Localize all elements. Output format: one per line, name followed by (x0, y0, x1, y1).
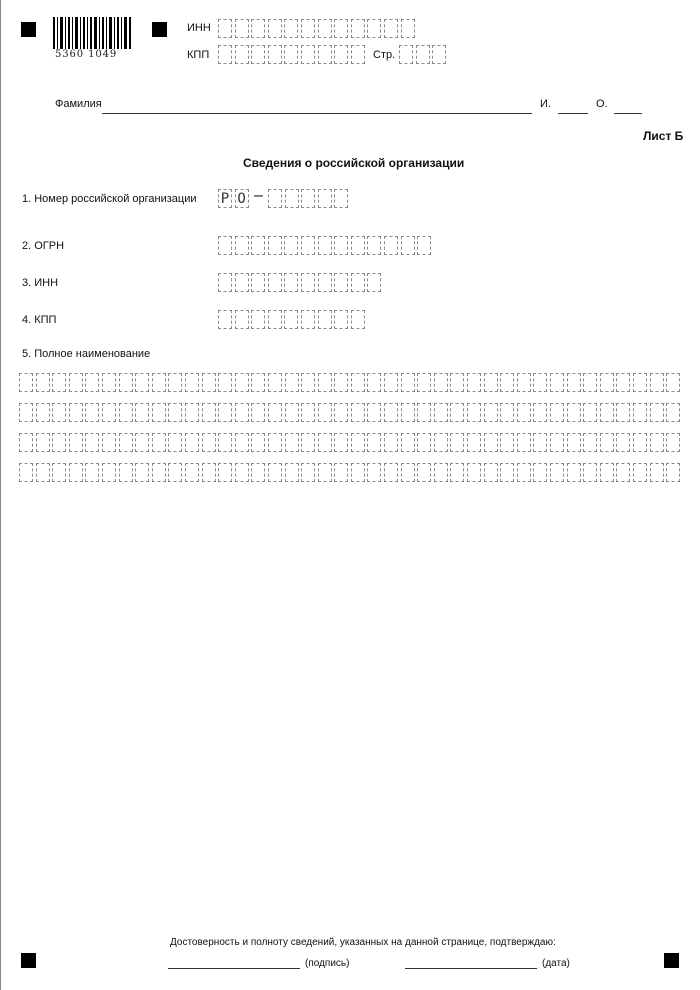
input-cell[interactable] (334, 433, 348, 452)
input-cell[interactable] (432, 45, 446, 64)
input-cell[interactable] (301, 433, 315, 452)
sheet-label: Лист Б (643, 129, 684, 143)
input-cell[interactable] (235, 433, 249, 452)
input-cell[interactable] (600, 433, 614, 452)
input-cell[interactable] (417, 463, 431, 482)
input-cell[interactable] (334, 19, 348, 38)
input-cell[interactable] (285, 189, 299, 208)
input-cell[interactable] (19, 433, 33, 452)
input-cell[interactable] (650, 373, 664, 392)
input-cell[interactable] (301, 463, 315, 482)
input-cell[interactable] (318, 19, 332, 38)
input-cell[interactable] (102, 433, 116, 452)
input-cell[interactable] (567, 373, 581, 392)
input-cell[interactable] (384, 433, 398, 452)
input-cell[interactable] (285, 403, 299, 422)
input-cell[interactable] (650, 463, 664, 482)
input-cell[interactable] (484, 373, 498, 392)
input-cell[interactable] (235, 45, 249, 64)
input-cell[interactable] (550, 373, 564, 392)
input-cell[interactable] (616, 463, 630, 482)
input-cell[interactable] (367, 273, 381, 292)
input-cell[interactable] (416, 45, 430, 64)
input-cell[interactable] (235, 310, 249, 329)
input-cell[interactable] (301, 403, 315, 422)
input-cell[interactable] (334, 463, 348, 482)
input-cell[interactable] (202, 373, 216, 392)
input-cell[interactable] (36, 373, 50, 392)
input-cell[interactable] (517, 433, 531, 452)
input-cell[interactable] (285, 433, 299, 452)
input-cell[interactable] (367, 463, 381, 482)
input-cell[interactable] (351, 310, 365, 329)
input-cell[interactable] (251, 433, 265, 452)
input-cell[interactable] (284, 45, 298, 64)
input-cell[interactable] (168, 403, 182, 422)
input-cell[interactable] (19, 403, 33, 422)
input-cell[interactable] (268, 273, 282, 292)
input-cell[interactable] (467, 403, 481, 422)
surname-line[interactable] (102, 113, 532, 114)
kpp-label: 4. КПП (22, 314, 57, 326)
input-cell[interactable] (583, 433, 597, 452)
header-kpp-label: КПП (187, 49, 210, 61)
input-cell[interactable] (401, 403, 415, 422)
full-name-row[interactable] (19, 433, 683, 452)
input-cell[interactable] (533, 433, 547, 452)
input-cell[interactable] (36, 433, 50, 452)
input-cell[interactable] (517, 373, 531, 392)
input-cell[interactable] (85, 403, 99, 422)
input-cell[interactable] (351, 403, 365, 422)
input-cell[interactable] (666, 463, 680, 482)
input-cell[interactable] (102, 403, 116, 422)
input-cell[interactable] (52, 373, 66, 392)
input-cell[interactable] (268, 433, 282, 452)
input-cell[interactable] (285, 373, 299, 392)
input-cell[interactable] (417, 403, 431, 422)
input-cell[interactable] (484, 403, 498, 422)
input-cell[interactable] (384, 19, 398, 38)
corner-marker-top-left (21, 22, 36, 37)
input-cell[interactable] (500, 373, 514, 392)
surname-label: Фамилия (55, 98, 102, 110)
initial-i-label: И. (540, 98, 551, 110)
input-cell[interactable] (218, 310, 232, 329)
org-number-label: 1. Номер российской организации (22, 193, 197, 205)
input-cell[interactable] (367, 403, 381, 422)
input-cell[interactable] (550, 433, 564, 452)
input-cell[interactable] (533, 463, 547, 482)
input-cell[interactable] (318, 373, 332, 392)
input-cell[interactable] (251, 463, 265, 482)
input-cell[interactable] (102, 373, 116, 392)
input-cell[interactable] (633, 463, 647, 482)
input-cell[interactable] (666, 373, 680, 392)
input-cell[interactable] (334, 236, 348, 255)
input-cell[interactable] (268, 189, 282, 208)
input-cell[interactable] (52, 433, 66, 452)
input-cell[interactable] (218, 373, 232, 392)
corner-marker-top-right (152, 22, 167, 37)
input-cell[interactable] (318, 236, 332, 255)
input-cell[interactable] (500, 433, 514, 452)
full-name-row[interactable] (19, 373, 683, 392)
input-cell[interactable] (52, 403, 66, 422)
input-cell[interactable] (583, 373, 597, 392)
input-cell[interactable] (235, 403, 249, 422)
input-cell[interactable] (401, 19, 415, 38)
input-cell[interactable] (135, 403, 149, 422)
input-cell[interactable] (334, 273, 348, 292)
initial-i-line[interactable] (558, 113, 588, 114)
org-number-prefix-cell: О (235, 189, 249, 208)
input-cell[interactable] (284, 236, 298, 255)
input-cell[interactable] (334, 373, 348, 392)
input-cell[interactable] (69, 403, 83, 422)
input-cell[interactable] (600, 463, 614, 482)
input-cell[interactable] (399, 45, 413, 64)
input-cell[interactable] (467, 463, 481, 482)
input-cell[interactable] (583, 463, 597, 482)
input-cell[interactable] (268, 373, 282, 392)
input-cell[interactable] (384, 463, 398, 482)
header-page-cells[interactable] (399, 45, 449, 64)
input-cell[interactable] (202, 463, 216, 482)
input-cell[interactable] (500, 403, 514, 422)
input-cell[interactable] (251, 373, 265, 392)
input-cell[interactable] (301, 310, 315, 329)
input-cell[interactable] (19, 373, 33, 392)
signature-line[interactable] (168, 968, 300, 969)
input-cell[interactable] (268, 45, 282, 64)
input-cell[interactable] (301, 189, 315, 208)
input-cell[interactable] (351, 433, 365, 452)
input-cell[interactable] (633, 433, 647, 452)
input-cell[interactable] (235, 236, 249, 255)
barcode (53, 17, 131, 49)
input-cell[interactable] (85, 433, 99, 452)
barcode-digits: 5360 1049 (55, 49, 118, 60)
input-cell[interactable] (251, 273, 265, 292)
input-cell[interactable] (367, 433, 381, 452)
input-cell[interactable] (434, 433, 448, 452)
input-cell[interactable] (36, 403, 50, 422)
input-cell[interactable] (218, 45, 232, 64)
input-cell[interactable] (69, 373, 83, 392)
input-cell[interactable] (318, 189, 332, 208)
input-cell[interactable] (533, 373, 547, 392)
input-cell[interactable] (318, 273, 332, 292)
input-cell[interactable] (334, 310, 348, 329)
initial-o-line[interactable] (614, 113, 642, 114)
inn-label: 3. ИНН (22, 277, 59, 289)
input-cell[interactable] (600, 373, 614, 392)
input-cell[interactable] (318, 403, 332, 422)
input-cell[interactable] (19, 463, 33, 482)
input-cell[interactable] (351, 19, 365, 38)
input-cell[interactable] (616, 403, 630, 422)
input-cell[interactable] (152, 433, 166, 452)
input-cell[interactable] (318, 45, 332, 64)
full-name-row[interactable] (19, 403, 683, 422)
input-cell[interactable] (334, 189, 348, 208)
kpp-cells[interactable] (218, 310, 367, 329)
input-cell[interactable] (168, 433, 182, 452)
confirm-text: Достоверность и полноту сведений, указанных на данной странице, подтверждаю: (170, 937, 556, 948)
input-cell[interactable] (384, 373, 398, 392)
input-cell[interactable] (367, 373, 381, 392)
input-cell[interactable] (284, 310, 298, 329)
header-inn-label: ИНН (187, 22, 211, 34)
input-cell[interactable] (367, 19, 381, 38)
page-title: Сведения о российской организации (243, 156, 465, 170)
input-cell[interactable] (69, 433, 83, 452)
input-cell[interactable] (417, 373, 431, 392)
input-cell[interactable] (351, 236, 365, 255)
input-cell[interactable] (351, 463, 365, 482)
full-name-row[interactable] (19, 463, 683, 482)
input-cell[interactable] (85, 463, 99, 482)
header-page-label: Стр. (373, 49, 396, 61)
input-cell[interactable] (633, 403, 647, 422)
input-cell[interactable] (69, 463, 83, 482)
input-cell[interactable] (119, 463, 133, 482)
full-name-label: 5. Полное наименование (22, 348, 151, 360)
input-cell[interactable] (218, 463, 232, 482)
input-cell[interactable] (168, 463, 182, 482)
input-cell[interactable] (334, 45, 348, 64)
input-cell[interactable] (251, 236, 265, 255)
signature-label: (подпись) (305, 958, 350, 969)
input-cell[interactable] (567, 463, 581, 482)
input-cell[interactable] (351, 373, 365, 392)
input-cell[interactable] (102, 463, 116, 482)
ogrn-cells[interactable] (218, 236, 434, 255)
input-cell[interactable] (268, 463, 282, 482)
input-cell[interactable] (251, 19, 265, 38)
input-cell[interactable] (318, 310, 332, 329)
input-cell[interactable] (185, 433, 199, 452)
input-cell[interactable] (401, 236, 415, 255)
org-number-prefix-cells (218, 189, 251, 208)
input-cell[interactable] (218, 19, 232, 38)
input-cell[interactable] (284, 19, 298, 38)
input-cell[interactable] (285, 463, 299, 482)
input-cell[interactable] (268, 19, 282, 38)
input-cell[interactable] (401, 433, 415, 452)
input-cell[interactable] (251, 310, 265, 329)
input-cell[interactable] (268, 310, 282, 329)
input-cell[interactable] (434, 373, 448, 392)
input-cell[interactable] (119, 403, 133, 422)
input-cell[interactable] (550, 403, 564, 422)
input-cell[interactable] (218, 236, 232, 255)
input-cell[interactable] (633, 373, 647, 392)
input-cell[interactable] (550, 463, 564, 482)
input-cell[interactable] (218, 403, 232, 422)
input-cell[interactable] (384, 236, 398, 255)
input-cell[interactable] (417, 236, 431, 255)
input-cell[interactable] (202, 403, 216, 422)
input-cell[interactable] (135, 373, 149, 392)
input-cell[interactable] (119, 373, 133, 392)
input-cell[interactable] (334, 403, 348, 422)
input-cell[interactable] (450, 433, 464, 452)
org-number-prefix-cell: Р (218, 189, 232, 208)
input-cell[interactable] (235, 373, 249, 392)
input-cell[interactable] (52, 463, 66, 482)
input-cell[interactable] (517, 463, 531, 482)
input-cell[interactable] (583, 403, 597, 422)
input-cell[interactable] (251, 45, 265, 64)
input-cell[interactable] (666, 403, 680, 422)
input-cell[interactable] (616, 373, 630, 392)
input-cell[interactable] (401, 373, 415, 392)
input-cell[interactable] (600, 403, 614, 422)
input-cell[interactable] (268, 236, 282, 255)
input-cell[interactable] (284, 273, 298, 292)
header-inn-cells[interactable] (218, 19, 417, 38)
input-cell[interactable] (500, 463, 514, 482)
input-cell[interactable] (168, 373, 182, 392)
input-cell[interactable] (251, 403, 265, 422)
input-cell[interactable] (567, 433, 581, 452)
input-cell[interactable] (152, 463, 166, 482)
corner-marker-bottom-left (21, 953, 36, 968)
input-cell[interactable] (202, 433, 216, 452)
input-cell[interactable] (301, 45, 315, 64)
input-cell[interactable] (401, 463, 415, 482)
input-cell[interactable] (235, 463, 249, 482)
input-cell[interactable] (567, 403, 581, 422)
input-cell[interactable] (434, 403, 448, 422)
input-cell[interactable] (666, 433, 680, 452)
input-cell[interactable] (650, 433, 664, 452)
input-cell[interactable] (484, 433, 498, 452)
input-cell[interactable] (450, 373, 464, 392)
input-cell[interactable] (467, 373, 481, 392)
input-cell[interactable] (417, 433, 431, 452)
inn-cells[interactable] (218, 273, 384, 292)
input-cell[interactable] (185, 373, 199, 392)
org-number-dash: – (254, 187, 263, 204)
header-kpp-cells[interactable] (218, 45, 367, 64)
input-cell[interactable] (650, 403, 664, 422)
input-cell[interactable] (218, 273, 232, 292)
input-cell[interactable] (467, 433, 481, 452)
input-cell[interactable] (351, 273, 365, 292)
input-cell[interactable] (351, 45, 365, 64)
input-cell[interactable] (367, 236, 381, 255)
input-cell[interactable] (301, 19, 315, 38)
input-cell[interactable] (135, 463, 149, 482)
input-cell[interactable] (318, 433, 332, 452)
input-cell[interactable] (235, 273, 249, 292)
input-cell[interactable] (517, 403, 531, 422)
input-cell[interactable] (152, 373, 166, 392)
corner-marker-bottom-right (664, 953, 679, 968)
input-cell[interactable] (318, 463, 332, 482)
input-cell[interactable] (434, 463, 448, 482)
page-left-edge (0, 0, 1, 990)
date-label: (дата) (542, 958, 570, 969)
input-cell[interactable] (484, 463, 498, 482)
input-cell[interactable] (185, 403, 199, 422)
input-cell[interactable] (36, 463, 50, 482)
input-cell[interactable] (533, 403, 547, 422)
input-cell[interactable] (450, 403, 464, 422)
input-cell[interactable] (450, 463, 464, 482)
org-number-cells[interactable] (268, 189, 351, 208)
input-cell[interactable] (301, 373, 315, 392)
input-cell[interactable] (268, 403, 282, 422)
input-cell[interactable] (616, 433, 630, 452)
input-cell[interactable] (384, 403, 398, 422)
input-cell[interactable] (152, 403, 166, 422)
input-cell[interactable] (185, 463, 199, 482)
input-cell[interactable] (135, 433, 149, 452)
date-line[interactable] (405, 968, 537, 969)
input-cell[interactable] (235, 19, 249, 38)
input-cell[interactable] (301, 273, 315, 292)
ogrn-label: 2. ОГРН (22, 240, 65, 252)
input-cell[interactable] (85, 373, 99, 392)
input-cell[interactable] (301, 236, 315, 255)
input-cell[interactable] (218, 433, 232, 452)
initial-o-label: О. (596, 98, 608, 110)
input-cell[interactable] (119, 433, 133, 452)
